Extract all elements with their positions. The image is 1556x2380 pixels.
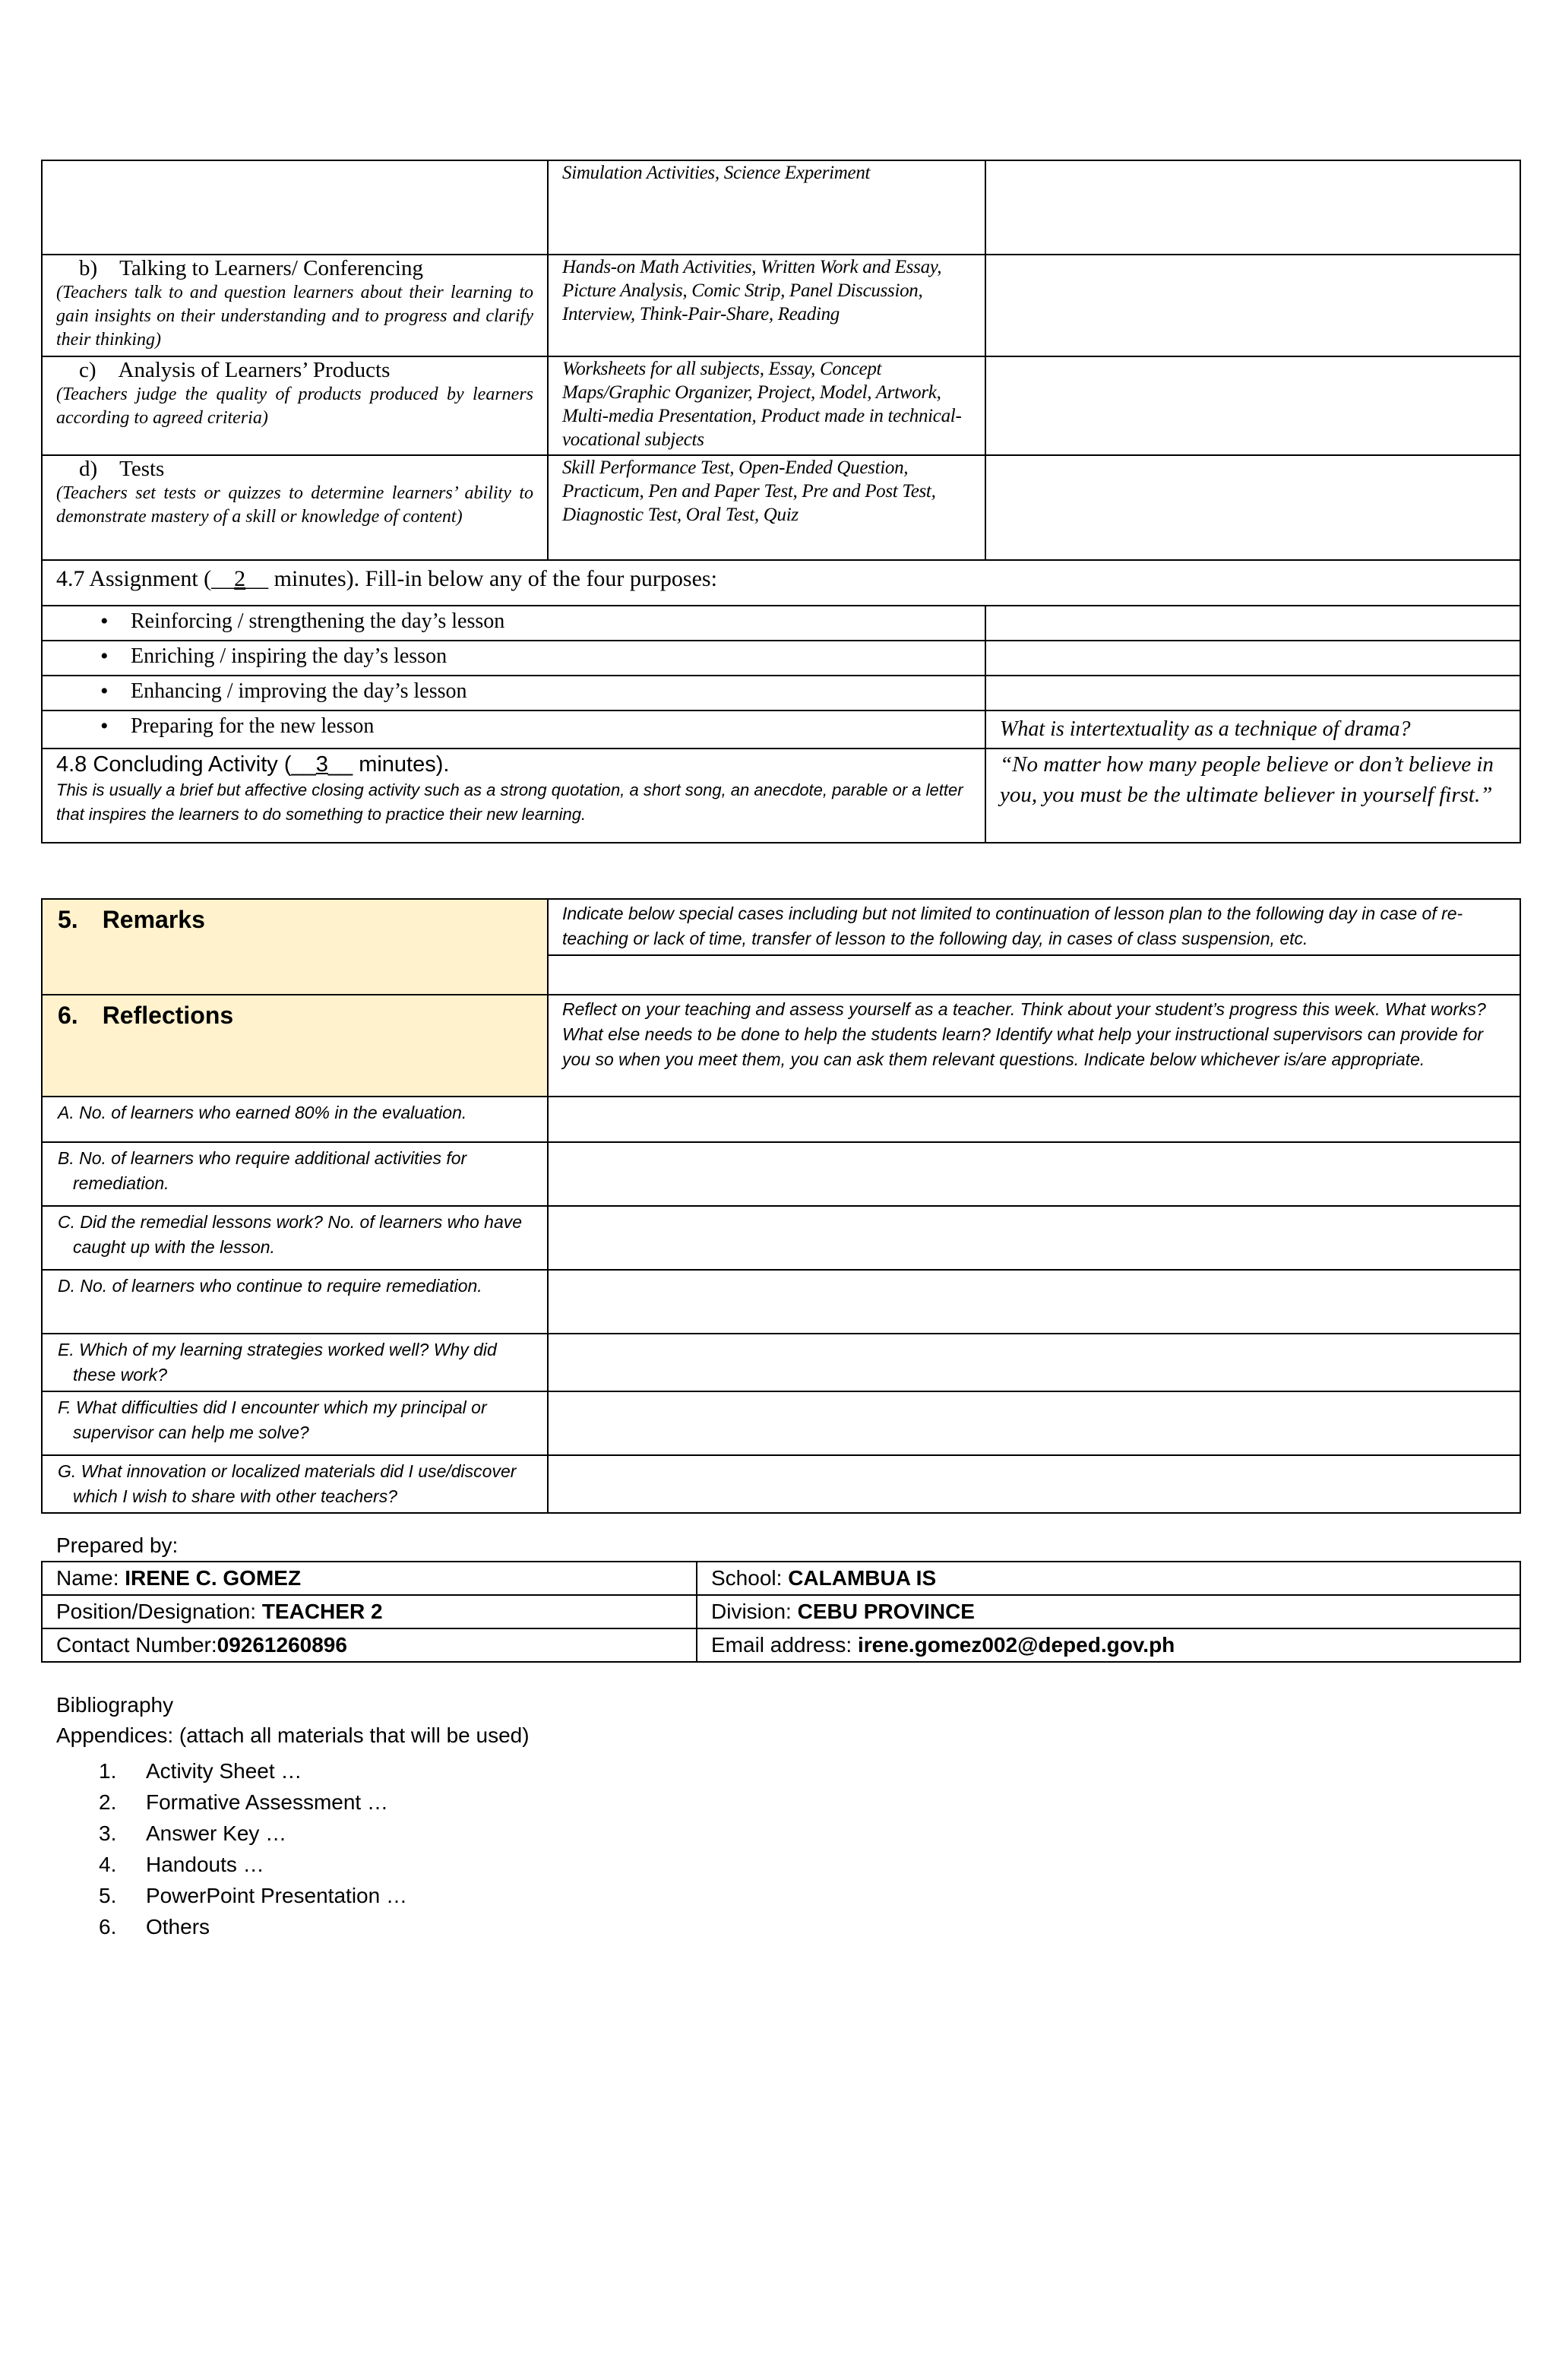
reflection-question-row: [42, 1206, 1520, 1270]
assessment-table: [41, 160, 1521, 843]
school-value: CALAMBUA IS: [788, 1566, 937, 1590]
assignment-label: 4.7 Assignment (__2__ minutes). Fill-in below any of the four purposes:: [42, 560, 1520, 606]
purpose-fill-cell[interactable]: What is intertextuality as a technique of drama?: [985, 711, 1520, 748]
response-cell[interactable]: [985, 255, 1520, 356]
criterion-cell: [42, 455, 548, 560]
division-value: CEBU PROVINCE: [797, 1600, 975, 1623]
criterion-title: c) Analysis of Learners’ Products: [79, 358, 391, 382]
preparer-table: [41, 1561, 1521, 1663]
response-cell[interactable]: [985, 455, 1520, 560]
reflection-answer-cell[interactable]: [548, 1206, 1520, 1270]
list-item: 1. Activity Sheet …: [99, 1759, 302, 1783]
contact-value: 09261260896: [217, 1633, 347, 1657]
email-value[interactable]: irene.gomez002@deped.gov.ph: [857, 1633, 1175, 1657]
reflections-row: [42, 995, 1520, 1097]
remarks-guide: Indicate below special cases including but not limited to continuation of lesson plan to the following day in case of re-teaching or lack of time, transfer of lesson to the following day, in cases of class suspension, etc.: [548, 899, 1520, 955]
name-cell: Name: IRENE C. GOMEZ: [42, 1562, 697, 1595]
reflection-answer-cell[interactable]: [548, 1334, 1520, 1391]
reflections-guide: Reflect on your teaching and assess yourself as a teacher. Think about your student’s progress this week. What works? What else needs to be done to help the students learn? Identify what help your instructional supervisors can provide for you so when you meet them, you can ask them relevant questions. Indicate below whichever is/are appropriate.: [548, 995, 1520, 1097]
purpose-item: • Enhancing / improving the day’s lesson: [42, 676, 985, 711]
purpose-row: [42, 641, 1520, 676]
criterion-cell: [42, 356, 548, 455]
purpose-fill-cell[interactable]: [985, 676, 1520, 711]
criterion-description: (Teachers judge the quality of products produced by learners according to agreed criteria): [56, 385, 533, 428]
examples-cell: Worksheets for all subjects, Essay, Concept Maps/Graphic Organizer, Project, Model, Artwork, Multi-media Presentation, Product made in technical-vocational subjects: [548, 356, 985, 455]
reflections-table: [41, 898, 1521, 1514]
list-item: 2. Formative Assessment …: [99, 1790, 388, 1814]
concluding-row: [42, 748, 1520, 843]
list-item: 3. Answer Key …: [99, 1821, 287, 1845]
criterion-cell: [42, 160, 548, 255]
criterion-cell: [42, 255, 548, 356]
purpose-item: • Reinforcing / strengthening the day’s lesson: [42, 606, 985, 641]
purpose-fill-cell[interactable]: [985, 606, 1520, 641]
purpose-row: [42, 676, 1520, 711]
preparer-row: [42, 1595, 1520, 1628]
examples-cell: Hands-on Math Activities, Written Work and Essay, Picture Analysis, Comic Strip, Panel Discussion, Interview, Think-Pair-Share, Reading: [548, 255, 985, 356]
assessment-row: [42, 160, 1520, 255]
contact-cell: Contact Number:09261260896: [42, 1628, 697, 1662]
appendices-list: [99, 1755, 407, 1942]
list-item: 6. Others: [99, 1915, 210, 1938]
division-cell: Division: CEBU PROVINCE: [697, 1595, 1520, 1628]
reflection-question: B. No. of learners who require additional activities for remediation.: [42, 1142, 548, 1206]
purpose-fill-cell[interactable]: [985, 641, 1520, 676]
reflection-question-row: [42, 1142, 1520, 1206]
reflection-question: E. Which of my learning strategies worked well? Why did these work?: [42, 1334, 548, 1391]
assessment-row: [42, 356, 1520, 455]
concluding-minutes: 3: [315, 752, 328, 777]
list-item: 5. PowerPoint Presentation …: [99, 1884, 407, 1907]
position-cell: Position/Designation: TEACHER 2: [42, 1595, 697, 1628]
assessment-row: [42, 255, 1520, 356]
prepared-by-heading: Prepared by:: [56, 1533, 179, 1557]
examples-cell: Simulation Activities, Science Experiment: [548, 160, 985, 255]
examples-cell: Skill Performance Test, Open-Ended Question, Practicum, Pen and Paper Test, Pre and Post Test, Diagnostic Test, Oral Test, Quiz: [548, 455, 985, 560]
purpose-item: • Enriching / inspiring the day’s lesson: [42, 641, 985, 676]
response-cell[interactable]: [985, 356, 1520, 455]
purpose-item: • Preparing for the new lesson: [42, 711, 985, 748]
reflection-answer-cell[interactable]: [548, 1142, 1520, 1206]
reflection-question: A. No. of learners who earned 80% in the evaluation.: [42, 1097, 548, 1142]
assignment-minutes: 2: [234, 566, 246, 591]
reflection-question: D. No. of learners who continue to require remediation.: [42, 1270, 548, 1334]
assessment-row: [42, 455, 1520, 560]
remarks-row: [42, 899, 1520, 955]
criterion-description: (Teachers talk to and question learners about their learning to gain insights on their understanding and to progress and clarify their thinking): [56, 283, 533, 350]
preparer-row: [42, 1562, 1520, 1595]
appendices-heading: Appendices: (attach all materials that will be used): [56, 1723, 530, 1747]
reflection-answer-cell[interactable]: [548, 1270, 1520, 1334]
reflections-heading: 6. Reflections: [42, 995, 548, 1097]
concluding-label: 4.8 Concluding Activity (__3__ minutes).: [56, 752, 450, 777]
remarks-heading: 5. Remarks: [42, 899, 548, 995]
reflection-question: C. Did the remedial lessons work? No. of learners who have caught up with the lesson.: [42, 1206, 548, 1270]
reflection-question-row: [42, 1097, 1520, 1142]
reflection-question-row: [42, 1334, 1520, 1391]
assignment-header-row: [42, 560, 1520, 606]
preparer-row: [42, 1628, 1520, 1662]
bibliography-heading: Bibliography: [56, 1693, 174, 1717]
concluding-cell: [42, 748, 985, 843]
reflection-answer-cell[interactable]: [548, 1455, 1520, 1513]
purpose-row: [42, 711, 1520, 748]
concluding-description: This is usually a brief but affective closing activity such as a strong quotation, a short song, an anecdote, parable or a letter that inspires the learners to do something to practice their new learning.: [56, 780, 963, 824]
reflection-question-row: [42, 1391, 1520, 1455]
reflection-question-row: [42, 1455, 1520, 1513]
purpose-row: [42, 606, 1520, 641]
criterion-title: d) Tests: [79, 457, 165, 481]
criterion-description: (Teachers set tests or quizzes to determine learners’ ability to demonstrate mastery of a skill or knowledge of content): [56, 483, 533, 527]
criterion-title: b) Talking to Learners/ Conferencing: [79, 256, 423, 280]
reflection-question: G. What innovation or localized materials did I use/discover which I wish to share with other teachers?: [42, 1455, 548, 1513]
list-item: 4. Handouts …: [99, 1853, 264, 1876]
response-cell[interactable]: [985, 160, 1520, 255]
email-cell: Email address: irene.gomez002@deped.gov.ph: [697, 1628, 1520, 1662]
position-value: TEACHER 2: [261, 1600, 383, 1623]
reflection-answer-cell[interactable]: [548, 1097, 1520, 1142]
school-cell: School: CALAMBUA IS: [697, 1562, 1520, 1595]
name-value: IRENE C. GOMEZ: [125, 1566, 302, 1590]
reflection-question-row: [42, 1270, 1520, 1334]
concluding-quote[interactable]: “No matter how many people believe or don’t believe in you, you must be the ultimate believer in yourself first.”: [985, 748, 1520, 843]
reflection-answer-cell[interactable]: [548, 1391, 1520, 1455]
remarks-value-cell[interactable]: [548, 955, 1520, 995]
reflection-question: F. What difficulties did I encounter which my principal or supervisor can help me solve?: [42, 1391, 548, 1455]
